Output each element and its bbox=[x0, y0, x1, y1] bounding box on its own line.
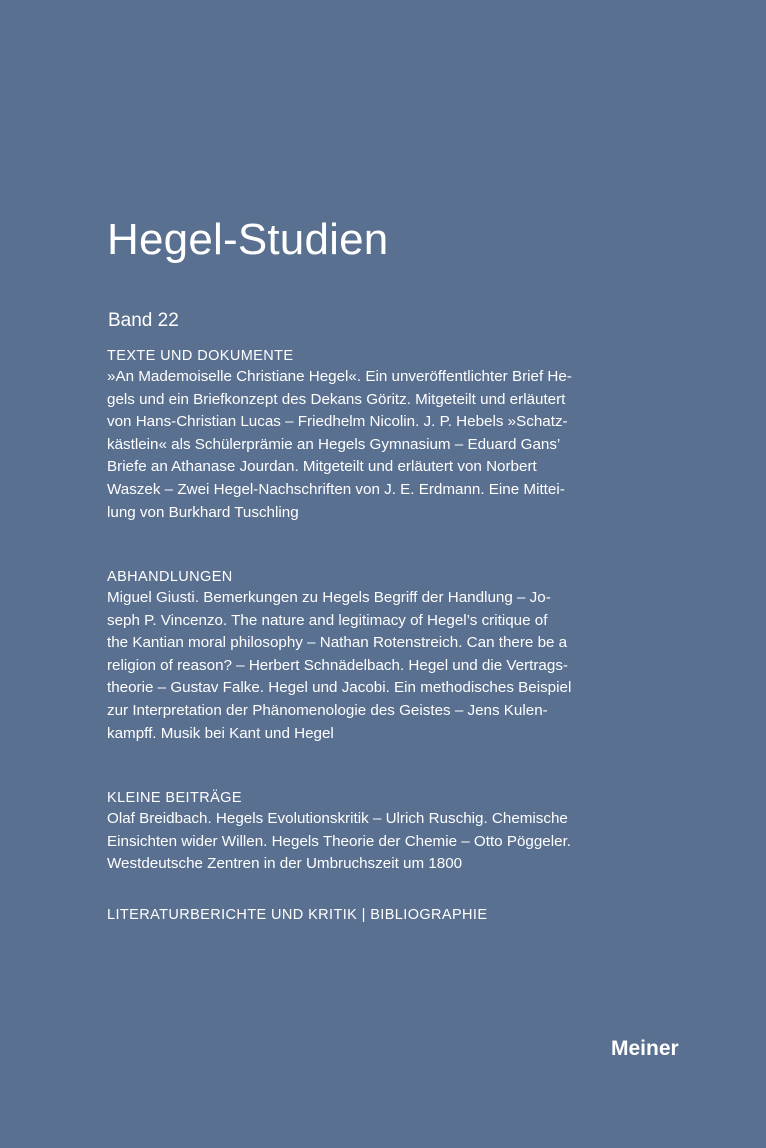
contents-line: gels und ein Briefkonzept des Dekans Göritz. Mitgeteilt und erläutert bbox=[107, 390, 566, 408]
section-heading: KLEINE BEITRÄGE bbox=[107, 790, 242, 806]
contents-line: lung von Burkhard Tuschling bbox=[107, 503, 299, 521]
section-footer: LITERATURBERICHTE UND KRITIK | BIBLIOGRAPHIE bbox=[107, 907, 488, 923]
book-title: Hegel-Studien bbox=[107, 215, 389, 264]
publisher-name: Meiner bbox=[611, 1037, 679, 1060]
contents-line: the Kantian moral philosophy – Nathan Rotenstreich. Can there be a bbox=[107, 634, 568, 652]
section-texte-und-dokumente bbox=[107, 346, 627, 524]
contents-line: Waszek – Zwei Hegel-Nachschriften von J. E. Erdmann. Eine Mittei- bbox=[107, 480, 565, 498]
contents-line: kampff. Musik bei Kant und Hegel bbox=[107, 724, 334, 742]
contents-line: zur Interpretation der Phänomenologie des Geistes – Jens Kulen- bbox=[107, 701, 548, 719]
contents-line: »An Mademoiselle Christiane Hegel«. Ein unveröffentlichter Brief He- bbox=[107, 368, 572, 385]
section-abhandlungen bbox=[107, 567, 627, 745]
contents-line: theorie – Gustav Falke. Hegel und Jacobi. Ein methodisches Beispiel bbox=[107, 679, 572, 697]
contents-line: Westdeutsche Zentren in der Umbruchszeit um 1800 bbox=[107, 855, 463, 873]
section-heading: ABHANDLUNGEN bbox=[107, 569, 233, 585]
contents-line: von Hans-Christian Lucas – Friedhelm Nicolin. J. P. Hebels »Schatz- bbox=[107, 413, 568, 431]
contents-line: seph P. Vincenzo. The nature and legitimacy of Hegel’s critique of bbox=[107, 611, 548, 629]
contents-line: Briefe an Athanase Jourdan. Mitgeteilt und erläutert von Norbert bbox=[107, 458, 537, 476]
section-kleine-beitraege bbox=[107, 788, 627, 876]
contents-line: religion of reason? – Herbert Schnädelbach. Hegel und die Vertrags- bbox=[107, 656, 568, 674]
volume-number: Band 22 bbox=[108, 310, 179, 331]
contents-line: Einsichten wider Willen. Hegels Theorie der Chemie – Otto Pöggeler. bbox=[107, 832, 572, 850]
contents-line: kästlein« als Schülerprämie an Hegels Gymnasium – Eduard Gans’ bbox=[107, 435, 561, 453]
contents-line: Miguel Giusti. Bemerkungen zu Hegels Begriff der Handlung – Jo- bbox=[107, 589, 551, 606]
contents-line: Olaf Breidbach. Hegels Evolutionskritik – Ulrich Ruschig. Chemische bbox=[107, 810, 568, 827]
section-heading: TEXTE UND DOKUMENTE bbox=[107, 348, 294, 364]
